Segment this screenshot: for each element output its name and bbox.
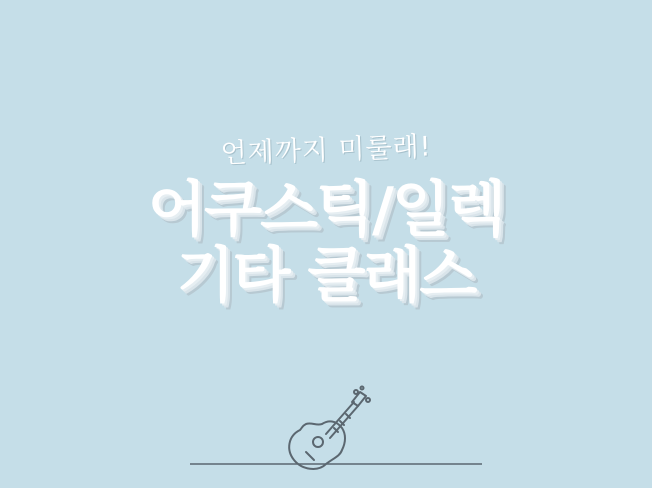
headline-line-2: 기타 클래스 bbox=[176, 241, 476, 311]
guitar-illustration bbox=[0, 380, 652, 488]
guitar-bridge bbox=[306, 452, 314, 460]
headline-line-1: 어쿠스틱/일렉 bbox=[148, 175, 504, 245]
guitar-icon bbox=[0, 380, 652, 488]
tagline-text: 언제까지 미룰래! bbox=[220, 131, 433, 170]
guitar-tuning-peg bbox=[354, 390, 358, 394]
guitar-tuning-peg bbox=[366, 398, 370, 402]
guitar-tuning-peg bbox=[361, 387, 364, 390]
guitar-sound-hole bbox=[313, 437, 323, 447]
guitar-body bbox=[289, 421, 345, 469]
